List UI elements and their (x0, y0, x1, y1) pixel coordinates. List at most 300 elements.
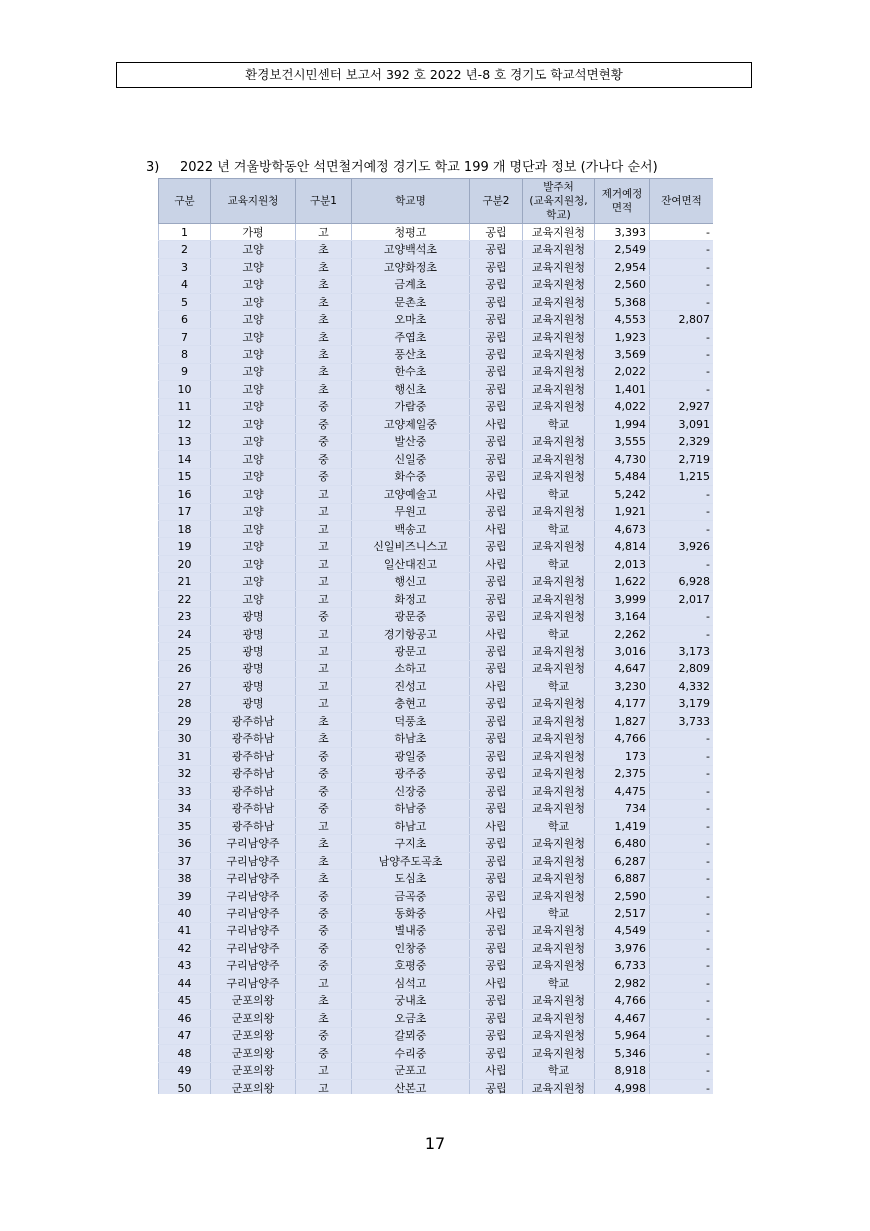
cell-removal-area: 1,921 (595, 503, 650, 520)
header-index: 구분 (159, 179, 211, 224)
cell-orderer: 교육지원청 (523, 922, 595, 939)
cell-level: 고 (296, 590, 352, 607)
cell-remaining-area: - (650, 1079, 714, 1094)
cell-office: 광명 (211, 695, 296, 712)
cell-school-name: 금계초 (352, 276, 470, 293)
cell-type: 사립 (470, 975, 523, 992)
cell-school-name: 하남중 (352, 800, 470, 817)
header-school-name: 학교명 (352, 179, 470, 224)
table-row (159, 800, 714, 817)
cell-removal-area: 5,484 (595, 468, 650, 485)
cell-remaining-area: 2,927 (650, 398, 714, 415)
cell-office: 광명 (211, 608, 296, 625)
cell-removal-area: 6,480 (595, 835, 650, 852)
cell-school-name: 동화중 (352, 905, 470, 922)
table-row (159, 940, 714, 957)
cell-removal-area: 3,164 (595, 608, 650, 625)
cell-level: 고 (296, 486, 352, 503)
cell-school-name: 별내중 (352, 922, 470, 939)
cell-type: 공립 (470, 695, 523, 712)
cell-orderer: 교육지원청 (523, 258, 595, 275)
cell-removal-area: 4,730 (595, 451, 650, 468)
school-table-container (158, 178, 713, 1094)
table-row (159, 765, 714, 782)
table-row (159, 817, 714, 834)
table-row (159, 1045, 714, 1062)
cell-school-name: 광주중 (352, 765, 470, 782)
cell-removal-area: 6,733 (595, 957, 650, 974)
cell-orderer: 학교 (523, 625, 595, 642)
cell-school-name: 한수초 (352, 363, 470, 380)
cell-type: 공립 (470, 433, 523, 450)
cell-orderer: 교육지원청 (523, 1010, 595, 1027)
cell-school-name: 백송고 (352, 520, 470, 537)
cell-orderer: 학교 (523, 486, 595, 503)
cell-type: 공립 (470, 957, 523, 974)
cell-orderer: 교육지원청 (523, 293, 595, 310)
cell-office: 광주하남 (211, 817, 296, 834)
cell-level: 고 (296, 573, 352, 590)
table-row (159, 555, 714, 572)
cell-removal-area: 4,766 (595, 992, 650, 1009)
header-type: 구분2 (470, 179, 523, 224)
table-row (159, 730, 714, 747)
cell-index: 6 (159, 311, 211, 328)
cell-index: 25 (159, 643, 211, 660)
cell-level: 초 (296, 293, 352, 310)
cell-level: 초 (296, 346, 352, 363)
cell-level: 초 (296, 870, 352, 887)
table-row (159, 398, 714, 415)
cell-office: 고양 (211, 503, 296, 520)
cell-index: 22 (159, 590, 211, 607)
cell-orderer: 교육지원청 (523, 398, 595, 415)
cell-office: 고양 (211, 451, 296, 468)
cell-school-name: 오마초 (352, 311, 470, 328)
cell-remaining-area: 3,179 (650, 695, 714, 712)
cell-type: 공립 (470, 643, 523, 660)
cell-orderer: 학교 (523, 555, 595, 572)
table-row (159, 1062, 714, 1079)
cell-office: 고양 (211, 520, 296, 537)
cell-level: 중 (296, 468, 352, 485)
cell-level: 초 (296, 241, 352, 258)
cell-remaining-area: - (650, 940, 714, 957)
cell-removal-area: 3,555 (595, 433, 650, 450)
cell-orderer: 학교 (523, 520, 595, 537)
cell-remaining-area: - (650, 730, 714, 747)
table-row (159, 783, 714, 800)
cell-index: 14 (159, 451, 211, 468)
cell-level: 중 (296, 887, 352, 904)
cell-level: 중 (296, 765, 352, 782)
cell-type: 공립 (470, 293, 523, 310)
cell-index: 42 (159, 940, 211, 957)
cell-type: 공립 (470, 730, 523, 747)
cell-type: 공립 (470, 363, 523, 380)
cell-level: 중 (296, 1045, 352, 1062)
cell-removal-area: 8,918 (595, 1062, 650, 1079)
table-row (159, 363, 714, 380)
cell-removal-area: 3,230 (595, 678, 650, 695)
header-removal-area: 제거예정 면적 (595, 179, 650, 224)
cell-removal-area: 4,647 (595, 660, 650, 677)
cell-orderer: 교육지원청 (523, 503, 595, 520)
cell-office: 고양 (211, 381, 296, 398)
cell-remaining-area: - (650, 1045, 714, 1062)
cell-remaining-area: - (650, 765, 714, 782)
cell-orderer: 교육지원청 (523, 538, 595, 555)
cell-school-name: 인창중 (352, 940, 470, 957)
cell-office: 구리남양주 (211, 957, 296, 974)
cell-removal-area: 3,569 (595, 346, 650, 363)
cell-remaining-area: 3,926 (650, 538, 714, 555)
cell-removal-area: 4,467 (595, 1010, 650, 1027)
cell-level: 중 (296, 451, 352, 468)
cell-office: 광주하남 (211, 765, 296, 782)
cell-removal-area: 6,287 (595, 852, 650, 869)
table-row (159, 346, 714, 363)
cell-index: 34 (159, 800, 211, 817)
cell-level: 초 (296, 258, 352, 275)
cell-office: 구리남양주 (211, 905, 296, 922)
cell-remaining-area: - (650, 800, 714, 817)
cell-level: 고 (296, 678, 352, 695)
cell-type: 공립 (470, 468, 523, 485)
cell-orderer: 교육지원청 (523, 433, 595, 450)
cell-orderer: 교육지원청 (523, 468, 595, 485)
cell-office: 고양 (211, 573, 296, 590)
cell-orderer: 학교 (523, 416, 595, 433)
cell-type: 공립 (470, 241, 523, 258)
cell-index: 26 (159, 660, 211, 677)
table-row (159, 503, 714, 520)
cell-level: 초 (296, 852, 352, 869)
cell-level: 고 (296, 975, 352, 992)
cell-remaining-area: - (650, 1010, 714, 1027)
cell-orderer: 학교 (523, 678, 595, 695)
table-row (159, 748, 714, 765)
cell-level: 중 (296, 922, 352, 939)
cell-level: 초 (296, 363, 352, 380)
cell-removal-area: 2,954 (595, 258, 650, 275)
cell-office: 고양 (211, 486, 296, 503)
cell-orderer: 학교 (523, 1062, 595, 1079)
header-remaining-area: 잔여면적 (650, 179, 714, 224)
cell-school-name: 화수중 (352, 468, 470, 485)
cell-office: 구리남양주 (211, 852, 296, 869)
cell-office: 구리남양주 (211, 975, 296, 992)
table-row (159, 713, 714, 730)
cell-index: 7 (159, 328, 211, 345)
cell-type: 공립 (470, 713, 523, 730)
table-row (159, 416, 714, 433)
cell-index: 20 (159, 555, 211, 572)
cell-remaining-area: - (650, 922, 714, 939)
cell-index: 1 (159, 224, 211, 241)
cell-orderer: 교육지원청 (523, 381, 595, 398)
cell-remaining-area: - (650, 992, 714, 1009)
cell-level: 중 (296, 433, 352, 450)
cell-level: 고 (296, 660, 352, 677)
table-row (159, 293, 714, 310)
cell-orderer: 교육지원청 (523, 643, 595, 660)
cell-index: 30 (159, 730, 211, 747)
table-row (159, 573, 714, 590)
cell-type: 공립 (470, 573, 523, 590)
cell-type: 사립 (470, 416, 523, 433)
cell-orderer: 교육지원청 (523, 713, 595, 730)
cell-remaining-area: 2,807 (650, 311, 714, 328)
table-row (159, 520, 714, 537)
table-row (159, 957, 714, 974)
cell-type: 공립 (470, 870, 523, 887)
cell-removal-area: 6,887 (595, 870, 650, 887)
cell-type: 공립 (470, 590, 523, 607)
cell-removal-area: 2,262 (595, 625, 650, 642)
cell-office: 광명 (211, 643, 296, 660)
cell-level: 고 (296, 817, 352, 834)
cell-school-name: 신일비즈니스고 (352, 538, 470, 555)
cell-orderer: 교육지원청 (523, 748, 595, 765)
cell-level: 고 (296, 695, 352, 712)
table-row (159, 625, 714, 642)
cell-type: 공립 (470, 992, 523, 1009)
cell-school-name: 청평고 (352, 224, 470, 241)
cell-index: 13 (159, 433, 211, 450)
cell-orderer: 교육지원청 (523, 730, 595, 747)
cell-orderer: 교육지원청 (523, 887, 595, 904)
cell-type: 공립 (470, 800, 523, 817)
cell-removal-area: 2,375 (595, 765, 650, 782)
cell-type: 공립 (470, 748, 523, 765)
cell-removal-area: 1,994 (595, 416, 650, 433)
cell-removal-area: 4,814 (595, 538, 650, 555)
cell-type: 공립 (470, 276, 523, 293)
cell-remaining-area: - (650, 1027, 714, 1044)
table-row (159, 922, 714, 939)
cell-index: 8 (159, 346, 211, 363)
cell-remaining-area: - (650, 363, 714, 380)
cell-removal-area: 173 (595, 748, 650, 765)
table-row (159, 608, 714, 625)
cell-remaining-area: 1,215 (650, 468, 714, 485)
table-row (159, 887, 714, 904)
cell-index: 17 (159, 503, 211, 520)
cell-school-name: 궁내초 (352, 992, 470, 1009)
table-row (159, 905, 714, 922)
cell-office: 구리남양주 (211, 870, 296, 887)
cell-school-name: 충현고 (352, 695, 470, 712)
cell-office: 고양 (211, 258, 296, 275)
table-row (159, 538, 714, 555)
cell-orderer: 교육지원청 (523, 241, 595, 258)
cell-school-name: 주엽초 (352, 328, 470, 345)
cell-school-name: 일산대진고 (352, 555, 470, 572)
cell-type: 사립 (470, 520, 523, 537)
table-row (159, 311, 714, 328)
table-row (159, 276, 714, 293)
cell-school-name: 광문중 (352, 608, 470, 625)
cell-remaining-area: - (650, 905, 714, 922)
cell-remaining-area: - (650, 852, 714, 869)
cell-level: 고 (296, 224, 352, 241)
cell-index: 48 (159, 1045, 211, 1062)
cell-type: 공립 (470, 538, 523, 555)
cell-removal-area: 5,346 (595, 1045, 650, 1062)
cell-remaining-area: 3,733 (650, 713, 714, 730)
cell-school-name: 화정고 (352, 590, 470, 607)
cell-type: 공립 (470, 660, 523, 677)
cell-index: 37 (159, 852, 211, 869)
cell-index: 23 (159, 608, 211, 625)
cell-type: 공립 (470, 328, 523, 345)
cell-school-name: 하남초 (352, 730, 470, 747)
cell-school-name: 행신고 (352, 573, 470, 590)
section-title (146, 156, 746, 175)
cell-level: 고 (296, 1062, 352, 1079)
cell-level: 중 (296, 748, 352, 765)
cell-removal-area: 3,999 (595, 590, 650, 607)
table-row (159, 1079, 714, 1094)
cell-school-name: 덕풍초 (352, 713, 470, 730)
cell-school-name: 호평중 (352, 957, 470, 974)
cell-remaining-area: - (650, 748, 714, 765)
table-row (159, 451, 714, 468)
cell-type: 사립 (470, 486, 523, 503)
cell-index: 50 (159, 1079, 211, 1094)
table-row (159, 486, 714, 503)
cell-type: 공립 (470, 1010, 523, 1027)
section-title-text: 2022 년 겨울방학동안 석면철거예정 경기도 학교 199 개 명단과 정보 (가나다 순서) (180, 160, 658, 175)
cell-level: 고 (296, 520, 352, 537)
cell-school-name: 문촌초 (352, 293, 470, 310)
cell-remaining-area: - (650, 608, 714, 625)
cell-type: 공립 (470, 381, 523, 398)
cell-level: 중 (296, 783, 352, 800)
cell-orderer: 교육지원청 (523, 573, 595, 590)
cell-index: 3 (159, 258, 211, 275)
cell-type: 공립 (470, 1027, 523, 1044)
cell-office: 고양 (211, 398, 296, 415)
cell-remaining-area: - (650, 625, 714, 642)
cell-index: 35 (159, 817, 211, 834)
cell-remaining-area: - (650, 783, 714, 800)
cell-level: 고 (296, 555, 352, 572)
cell-office: 광주하남 (211, 713, 296, 730)
cell-index: 39 (159, 887, 211, 904)
cell-type: 공립 (470, 1045, 523, 1062)
cell-school-name: 소하고 (352, 660, 470, 677)
cell-school-name: 신장중 (352, 783, 470, 800)
table-row (159, 381, 714, 398)
cell-orderer: 교육지원청 (523, 852, 595, 869)
cell-remaining-area: 2,329 (650, 433, 714, 450)
cell-removal-area: 1,401 (595, 381, 650, 398)
cell-orderer: 교육지원청 (523, 660, 595, 677)
cell-office: 광명 (211, 678, 296, 695)
cell-office: 고양 (211, 241, 296, 258)
table-row (159, 433, 714, 450)
table-row (159, 468, 714, 485)
cell-index: 21 (159, 573, 211, 590)
cell-index: 32 (159, 765, 211, 782)
cell-type: 공립 (470, 852, 523, 869)
cell-office: 구리남양주 (211, 835, 296, 852)
cell-orderer: 교육지원청 (523, 363, 595, 380)
cell-office: 군포의왕 (211, 1027, 296, 1044)
table-row (159, 590, 714, 607)
cell-school-name: 하남고 (352, 817, 470, 834)
cell-type: 공립 (470, 398, 523, 415)
cell-school-name: 도심초 (352, 870, 470, 887)
cell-level: 초 (296, 713, 352, 730)
cell-office: 군포의왕 (211, 1079, 296, 1094)
cell-type: 공립 (470, 765, 523, 782)
cell-remaining-area: 4,332 (650, 678, 714, 695)
cell-remaining-area: - (650, 346, 714, 363)
cell-index: 27 (159, 678, 211, 695)
table-row (159, 835, 714, 852)
cell-remaining-area: 2,719 (650, 451, 714, 468)
section-number: 3) (146, 160, 160, 175)
cell-school-name: 금곡중 (352, 887, 470, 904)
cell-index: 16 (159, 486, 211, 503)
cell-removal-area: 4,475 (595, 783, 650, 800)
table-row (159, 678, 714, 695)
cell-remaining-area: - (650, 224, 714, 241)
cell-school-name: 광일중 (352, 748, 470, 765)
cell-office: 구리남양주 (211, 940, 296, 957)
cell-type: 사립 (470, 625, 523, 642)
cell-removal-area: 3,016 (595, 643, 650, 660)
cell-removal-area: 2,022 (595, 363, 650, 380)
cell-office: 고양 (211, 416, 296, 433)
cell-remaining-area: - (650, 887, 714, 904)
cell-level: 고 (296, 643, 352, 660)
cell-remaining-area: - (650, 870, 714, 887)
cell-type: 공립 (470, 835, 523, 852)
cell-school-name: 심석고 (352, 975, 470, 992)
cell-level: 고 (296, 1079, 352, 1094)
cell-index: 49 (159, 1062, 211, 1079)
school-table (158, 178, 713, 1094)
header-level: 구분1 (296, 179, 352, 224)
cell-remaining-area: - (650, 328, 714, 345)
cell-office: 광주하남 (211, 800, 296, 817)
page-number: 17 (424, 1134, 446, 1153)
cell-school-name: 고양제일중 (352, 416, 470, 433)
cell-office: 가평 (211, 224, 296, 241)
cell-index: 47 (159, 1027, 211, 1044)
cell-type: 공립 (470, 608, 523, 625)
cell-remaining-area: - (650, 975, 714, 992)
cell-orderer: 교육지원청 (523, 224, 595, 241)
cell-orderer: 교육지원청 (523, 765, 595, 782)
cell-type: 사립 (470, 905, 523, 922)
cell-level: 고 (296, 538, 352, 555)
cell-orderer: 교육지원청 (523, 1079, 595, 1094)
cell-remaining-area: - (650, 817, 714, 834)
cell-removal-area: 5,368 (595, 293, 650, 310)
cell-school-name: 진성고 (352, 678, 470, 695)
cell-school-name: 무원고 (352, 503, 470, 520)
cell-office: 구리남양주 (211, 887, 296, 904)
cell-office: 군포의왕 (211, 992, 296, 1009)
cell-office: 고양 (211, 311, 296, 328)
cell-orderer: 교육지원청 (523, 328, 595, 345)
cell-index: 24 (159, 625, 211, 642)
